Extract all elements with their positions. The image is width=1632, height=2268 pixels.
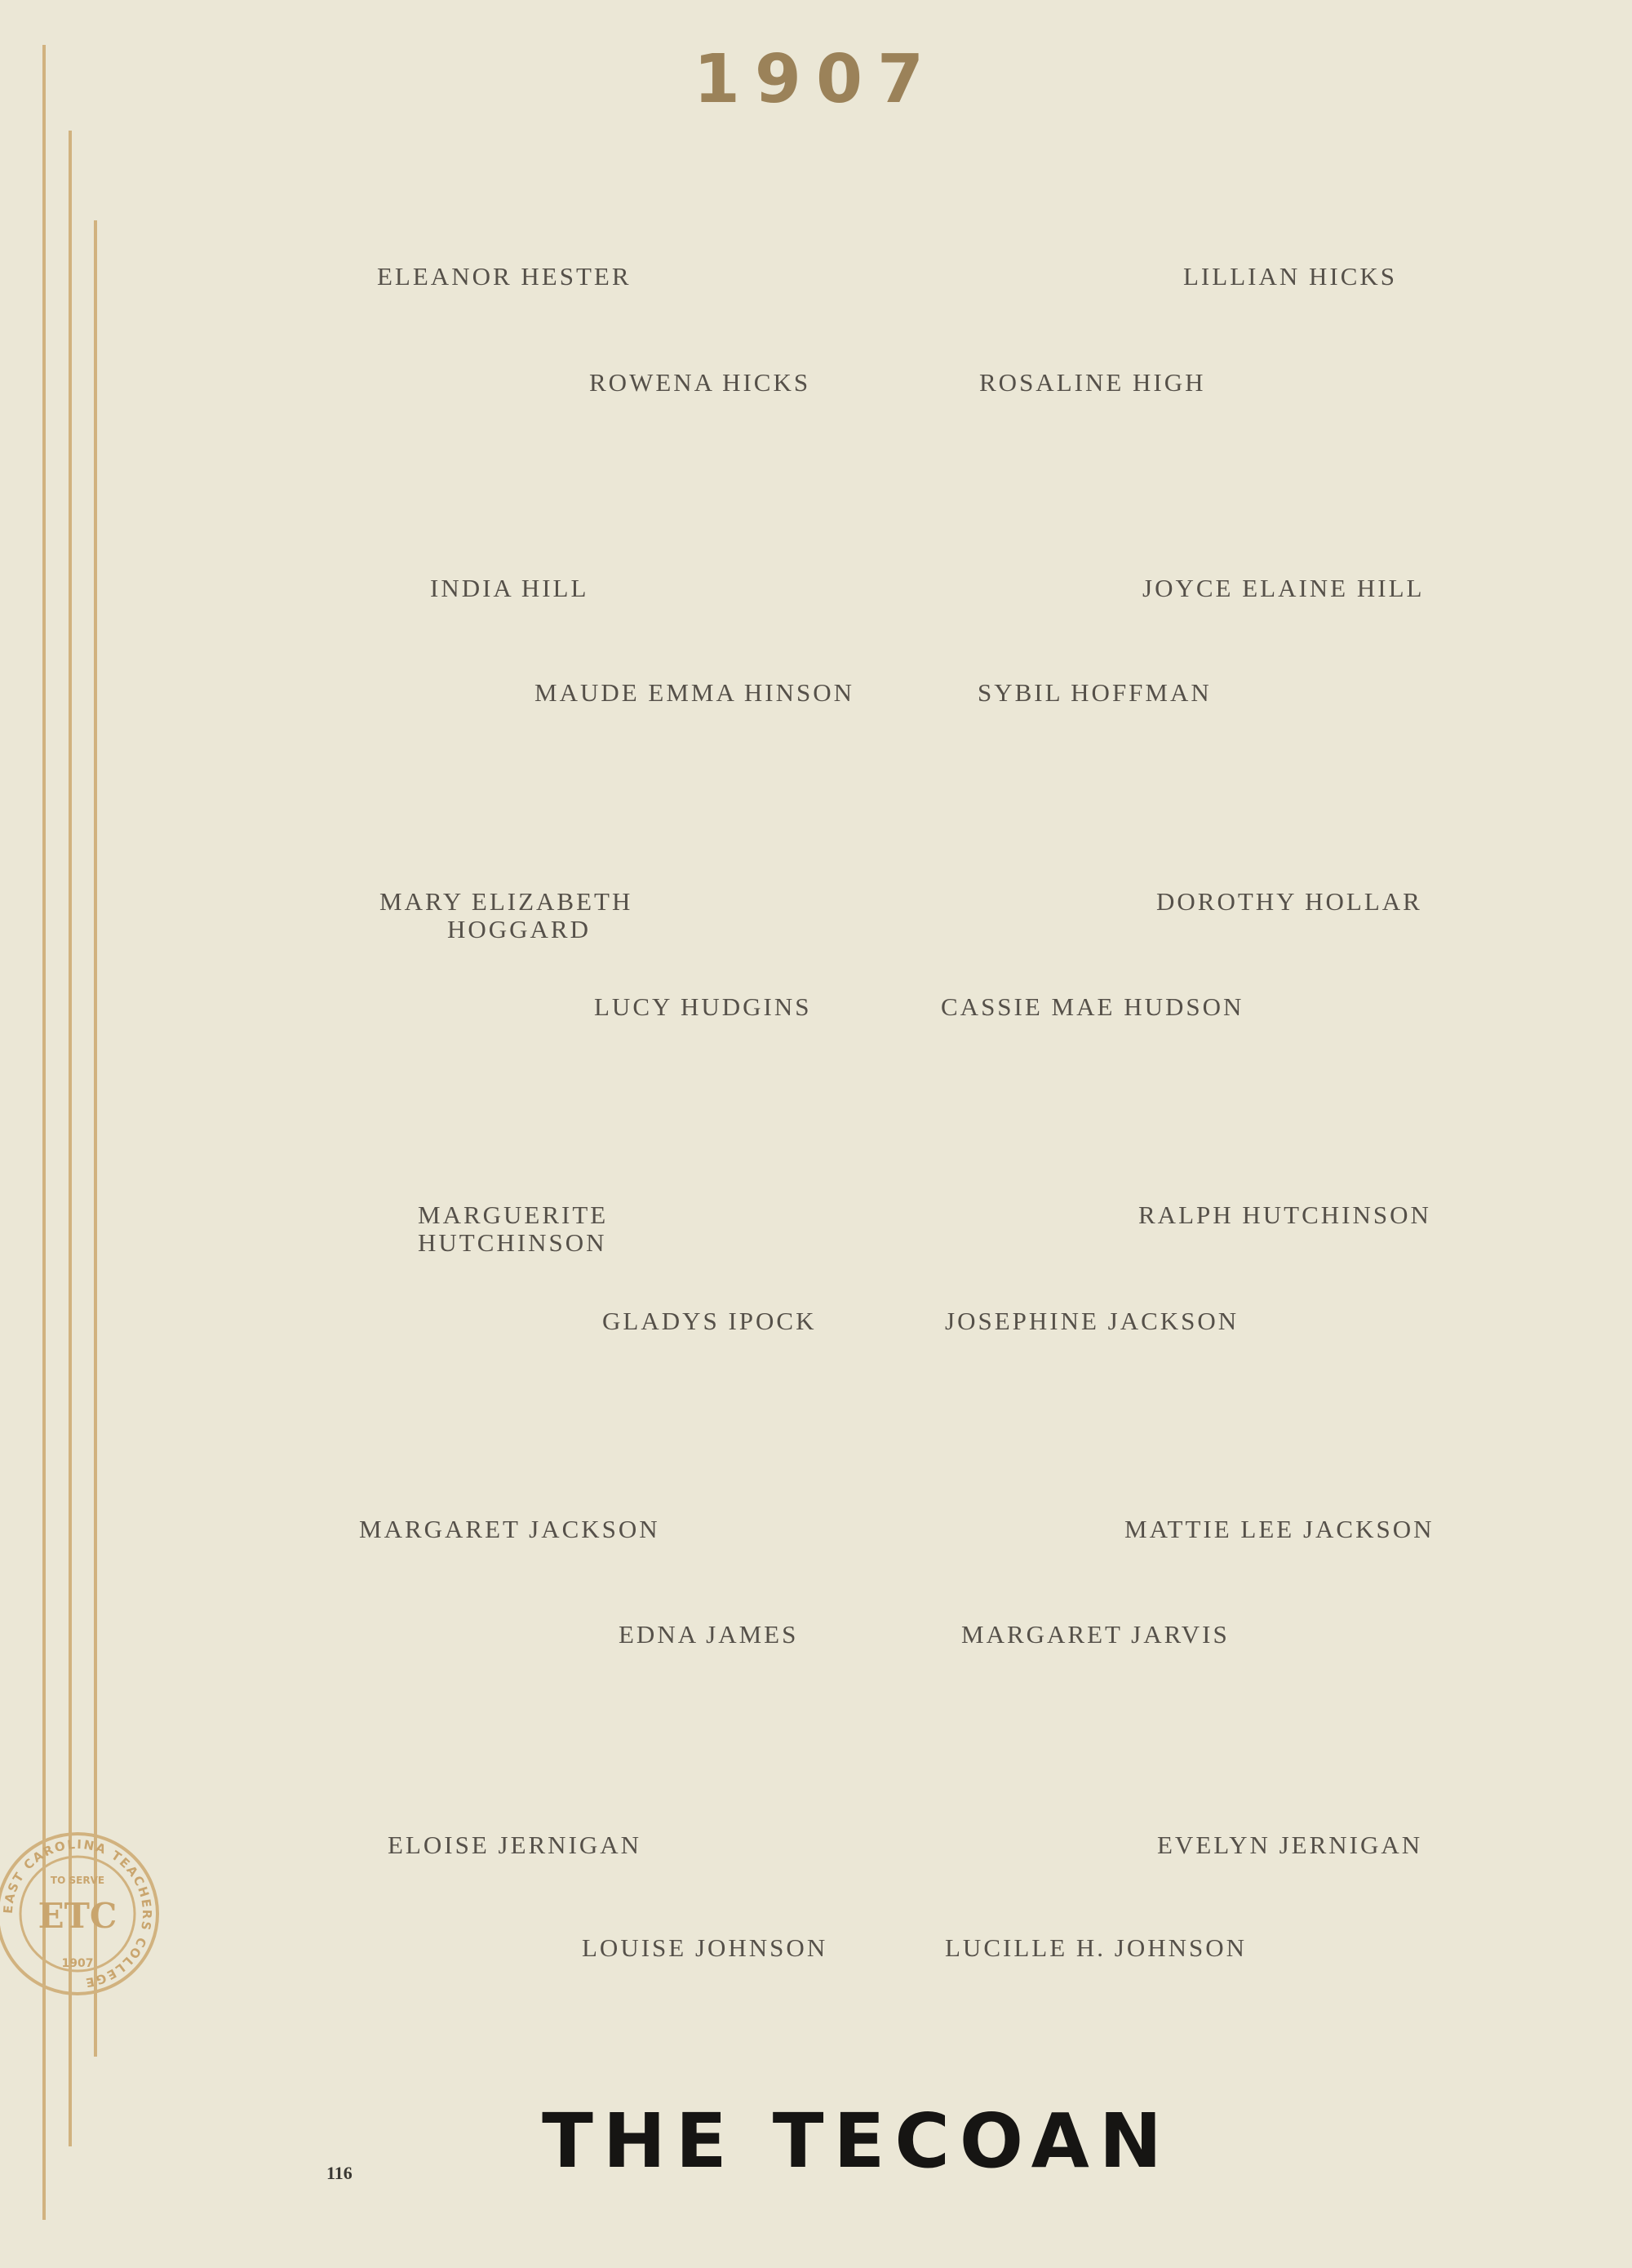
student-name: ROWENA HICKS: [589, 368, 811, 397]
margin-rule: [94, 220, 97, 2057]
student-name: CASSIE MAE HUDSON: [941, 992, 1244, 1021]
student-name: MARGUERITE: [418, 1201, 609, 1229]
student-name: JOYCE ELAINE HILL: [1142, 574, 1425, 602]
student-name: ROSALINE HIGH: [979, 368, 1206, 397]
student-name: LOUISE JOHNSON: [582, 1933, 828, 1962]
student-name: MATTIE LEE JACKSON: [1124, 1515, 1435, 1543]
page-number: 116: [326, 2163, 353, 2183]
student-name: EDNA JAMES: [619, 1620, 799, 1649]
student-name: LILLIAN HICKS: [1183, 262, 1397, 291]
student-name: MARGARET JACKSON: [359, 1515, 660, 1543]
student-name: MARY ELIZABETH: [379, 887, 633, 916]
seal-ring-text: EAST CAROLINA TEACHERS COLLEGE: [0, 1836, 155, 1991]
student-name: MARGARET JARVIS: [961, 1620, 1230, 1649]
seal-monogram: ETC: [38, 1896, 118, 1936]
student-name: SYBIL HOFFMAN: [978, 678, 1212, 707]
student-name: LUCY HUDGINS: [594, 992, 812, 1021]
student-name: MAUDE EMMA HINSON: [534, 678, 855, 707]
student-name: ELEANOR HESTER: [377, 262, 632, 291]
student-name: INDIA HILL: [430, 574, 589, 602]
seal-motto: TO SERVE: [50, 1875, 105, 1886]
student-name: JOSEPHINE JACKSON: [945, 1307, 1240, 1335]
student-name: HOGGARD: [447, 915, 591, 943]
class-year-heading: 1907: [693, 41, 939, 118]
student-name: LUCILLE H. JOHNSON: [945, 1933, 1248, 1962]
student-name: HUTCHINSON: [418, 1228, 607, 1257]
student-name: ELOISE JERNIGAN: [388, 1831, 642, 1859]
student-name: GLADYS IPOCK: [602, 1307, 817, 1335]
seal-year: 1907: [61, 1957, 94, 1970]
student-name: DOROTHY HOLLAR: [1156, 887, 1422, 916]
yearbook-title: THE TECOAN: [542, 2097, 1172, 2185]
college-seal-icon: [0, 1828, 163, 1999]
student-name: RALPH HUTCHINSON: [1138, 1201, 1431, 1229]
student-name: EVELYN JERNIGAN: [1157, 1831, 1423, 1859]
